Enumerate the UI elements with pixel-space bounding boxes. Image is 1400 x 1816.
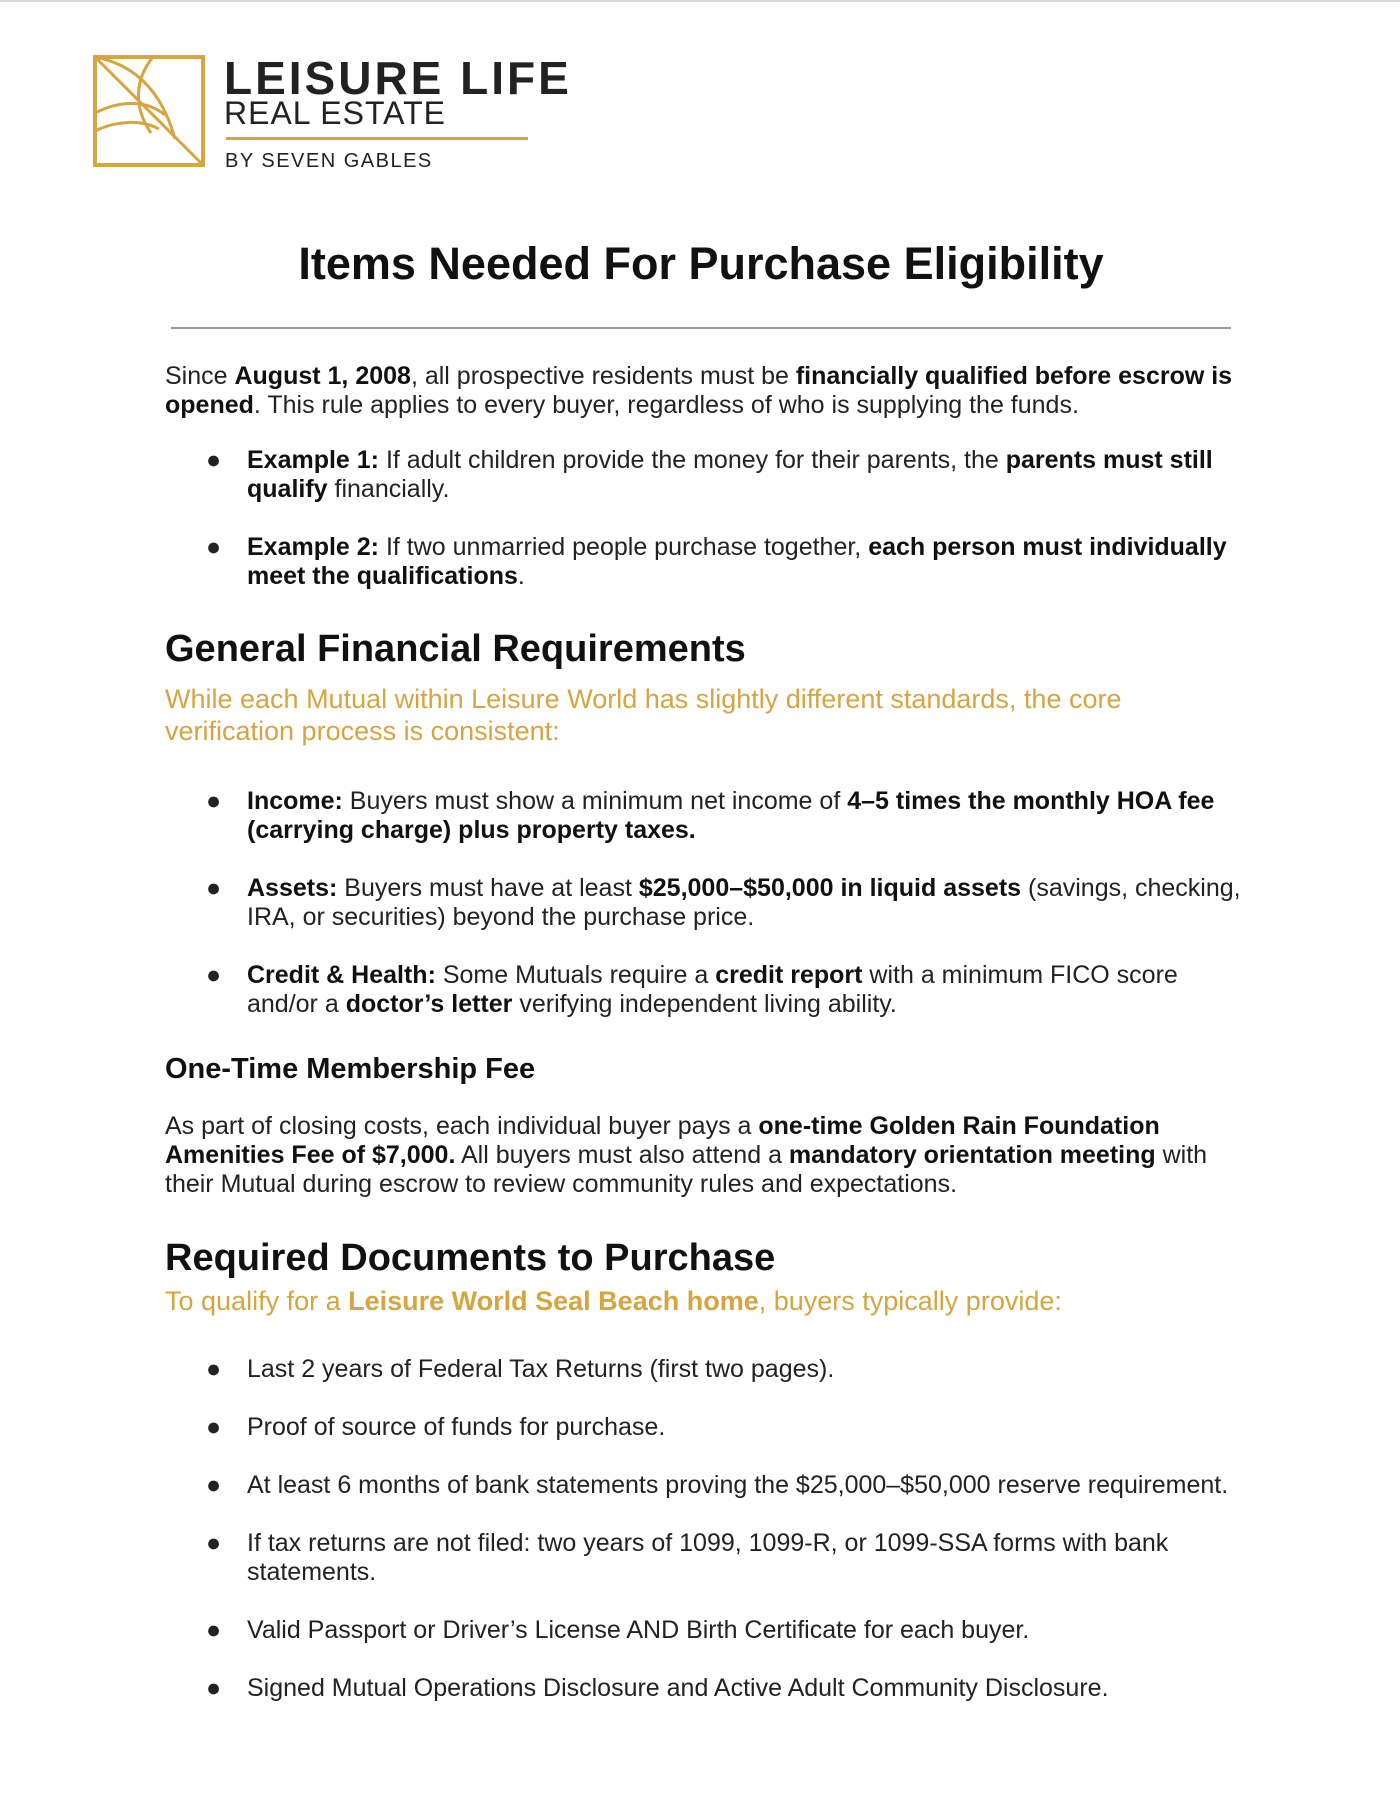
document-body — [165, 362, 1250, 1703]
bullet-icon: ● — [206, 1355, 222, 1383]
page-top-border — [0, 0, 1400, 2]
documents-subtitle: To qualify for a Leisure World Seal Beach home, buyers typically provide: — [165, 1286, 1062, 1316]
list-item: ● Signed Mutual Operations Disclosure and Active Adult Community Disclosure. — [206, 1674, 1109, 1702]
list-item: ● If tax returns are not filed: two years of 1099, 1099-R, or 1099-SSA forms with bank statements. — [206, 1529, 1169, 1586]
logo-company-name: LEISURE LIFE — [224, 52, 572, 104]
list-item: ● Last 2 years of Federal Tax Returns (first two pages). — [206, 1355, 835, 1383]
list-item: ● Valid Passport or Driver’s License AND Birth Certificate for each buyer. — [206, 1616, 1030, 1644]
bullet-icon: ● — [206, 1471, 222, 1499]
list-item: ● Income: Buyers must show a minimum net income of 4–5 times the monthly HOA fee (carrying charge) plus property taxes. — [206, 787, 1215, 844]
membership-paragraph: As part of closing costs, each individual buyer pays a one-time Golden Rain Foundation Amenities Fee of $7,000. All buyers must also attend a mandatory orientation meeting with their Mutual during escrow to review community rules and expectations. — [165, 1112, 1208, 1198]
company-logo — [93, 52, 572, 175]
examples-list — [165, 446, 1250, 591]
bullet-icon: ● — [206, 446, 222, 474]
financial-subtitle: While each Mutual within Leisure World has slightly different standards, the core verification process is consistent: — [165, 684, 1122, 746]
bullet-icon: ● — [206, 533, 222, 561]
list-item: ● Credit & Health: Some Mutuals require a credit report with a minimum FICO score and/or a doctor’s letter verifying independent living ability. — [206, 961, 1178, 1018]
documents-heading: Required Documents to Purchase — [165, 1237, 776, 1279]
list-item: ● Proof of source of funds for purchase. — [206, 1413, 666, 1441]
list-item: ● Assets: Buyers must have at least $25,000–$50,000 in liquid assets (savings, checking, IRA, or securities) beyond the purchase price. — [206, 874, 1241, 931]
bullet-icon: ● — [206, 1413, 222, 1441]
intro-paragraph: Since August 1, 2008, all prospective residents must be financially qualified before escrow is opened. This rule applies to every buyer, regardless of who is supplying the funds. — [165, 362, 1233, 419]
documents-list — [165, 1355, 1250, 1703]
title-divider — [171, 327, 1231, 329]
financial-heading: General Financial Requirements — [165, 628, 746, 670]
bullet-icon: ● — [206, 787, 222, 815]
financial-list — [165, 787, 1250, 1019]
bullet-icon: ● — [206, 1674, 222, 1702]
bullet-icon: ● — [206, 1529, 222, 1557]
logo-divider — [226, 137, 528, 140]
bullet-icon: ● — [206, 874, 222, 902]
list-item: ● Example 1: If adult children provide the money for their parents, the parents must still qualify financially. — [206, 446, 1213, 503]
logo-company-subname: REAL ESTATE — [224, 95, 447, 131]
bullet-icon: ● — [206, 961, 222, 989]
logo-byline: BY SEVEN GABLES — [225, 150, 433, 172]
membership-heading: One-Time Membership Fee — [165, 1053, 536, 1085]
list-item: ● Example 2: If two unmarried people purchase together, each person must individually meet the qualifications. — [206, 533, 1227, 590]
bullet-icon: ● — [206, 1616, 222, 1644]
page-title: Items Needed For Purchase Eligibility — [298, 238, 1104, 289]
logo-mark-icon — [93, 55, 205, 167]
list-item: ● At least 6 months of bank statements proving the $25,000–$50,000 reserve requirement. — [206, 1471, 1229, 1499]
